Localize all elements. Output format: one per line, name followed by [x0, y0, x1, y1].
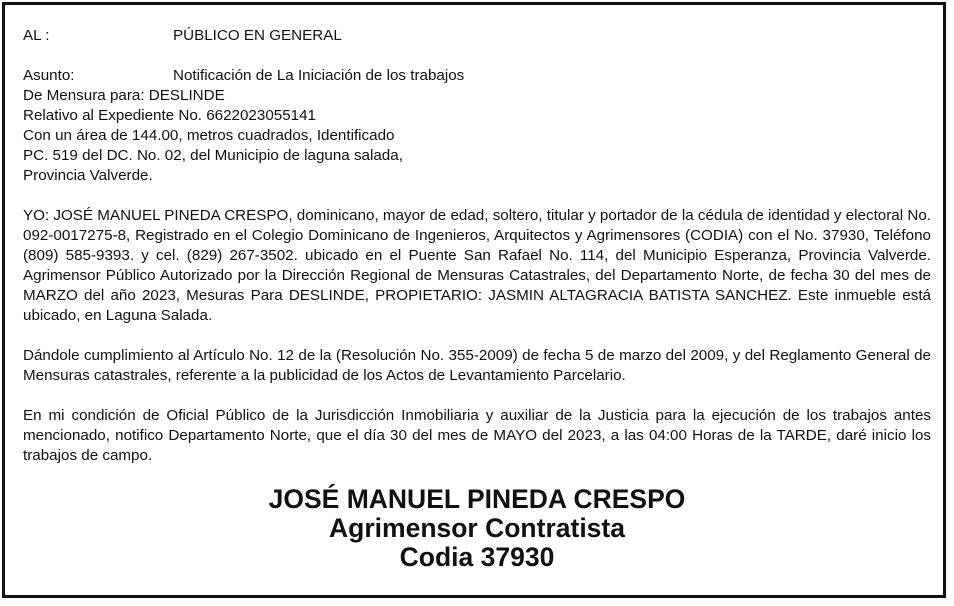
spacer: [23, 46, 931, 66]
signature-block: [5, 485, 949, 572]
detail-file-number: Relativo al Expediente No. 6622023055141: [23, 107, 317, 124]
detail-parcel: PC. 519 del DC. No. 02, del Municipio de laguna salada,: [23, 147, 403, 164]
detail-survey-type: De Mensura para: DESLINDE: [23, 87, 225, 104]
recipient-value: PÚBLICO EN GENERAL: [173, 27, 342, 44]
paragraph-declaration: YO: JOSÉ MANUEL PINEDA CRESPO, dominicano, mayor de edad, soltero, titular y portador de la cédula de identidad y electoral No. 092-0017275-8, Registrado en el Colegio Dominicano de Ingenieros, Arquitectos y Agrimensores (CODIA) con el No. 37930, Teléfono (809) 585-9393. y cel. (829) 267-3502. ubicado en el Puente San Rafael No. 114, del Municipio Esperanza, Provincia Valverde. Agrimensor Público Autorizado por la Dirección Regional de Mensuras Catastrales, del Departamento Norte, de fecha 30 del mes de MARZO del año 2023, Mesuras Para DESLINDE, PROPIETARIO: JASMIN ALTAGRACIA BATISTA SANCHEZ. Este inmueble está ubicado, en Laguna Salada.: [23, 207, 931, 324]
notice-frame: [2, 2, 946, 598]
detail-province: Provincia Valverde.: [23, 167, 153, 184]
subject-label: Asunto:: [23, 67, 75, 84]
detail-area: Con un área de 144.00, metros cuadrados, Identificado: [23, 127, 395, 144]
signature-title: Agrimensor Contratista: [329, 513, 625, 543]
recipient-row: [23, 26, 931, 46]
signature-codia: Codia 37930: [399, 542, 555, 572]
notice-body: [23, 26, 931, 466]
subject-row: [23, 66, 931, 86]
spacer: [23, 386, 931, 406]
subject-value: Notificación de La Iniciación de los trabajos: [173, 67, 465, 84]
spacer: [23, 186, 931, 206]
recipient-label: AL :: [23, 27, 50, 44]
paragraph-notification: En mi condición de Oficial Público de la Jurisdicción Inmobiliaria y auxiliar de la Justicia para la ejecución de los trabajos antes mencionado, notifico Departamento Norte, que el día 30 del mes de MAYO del 2023, a las 04:00 Horas de la TARDE, daré inicio los trabajos de campo.: [23, 407, 931, 464]
paragraph-compliance: Dándole cumplimiento al Artículo No. 12 de la (Resolución No. 355-2009) de fecha 5 de marzo del 2009, y del Reglamento General de Mensuras catastrales, referente a la publicidad de los Actos de Levantamiento Parcelario.: [23, 347, 931, 384]
spacer: [23, 326, 931, 346]
signature-name: JOSÉ MANUEL PINEDA CRESPO: [268, 484, 686, 514]
